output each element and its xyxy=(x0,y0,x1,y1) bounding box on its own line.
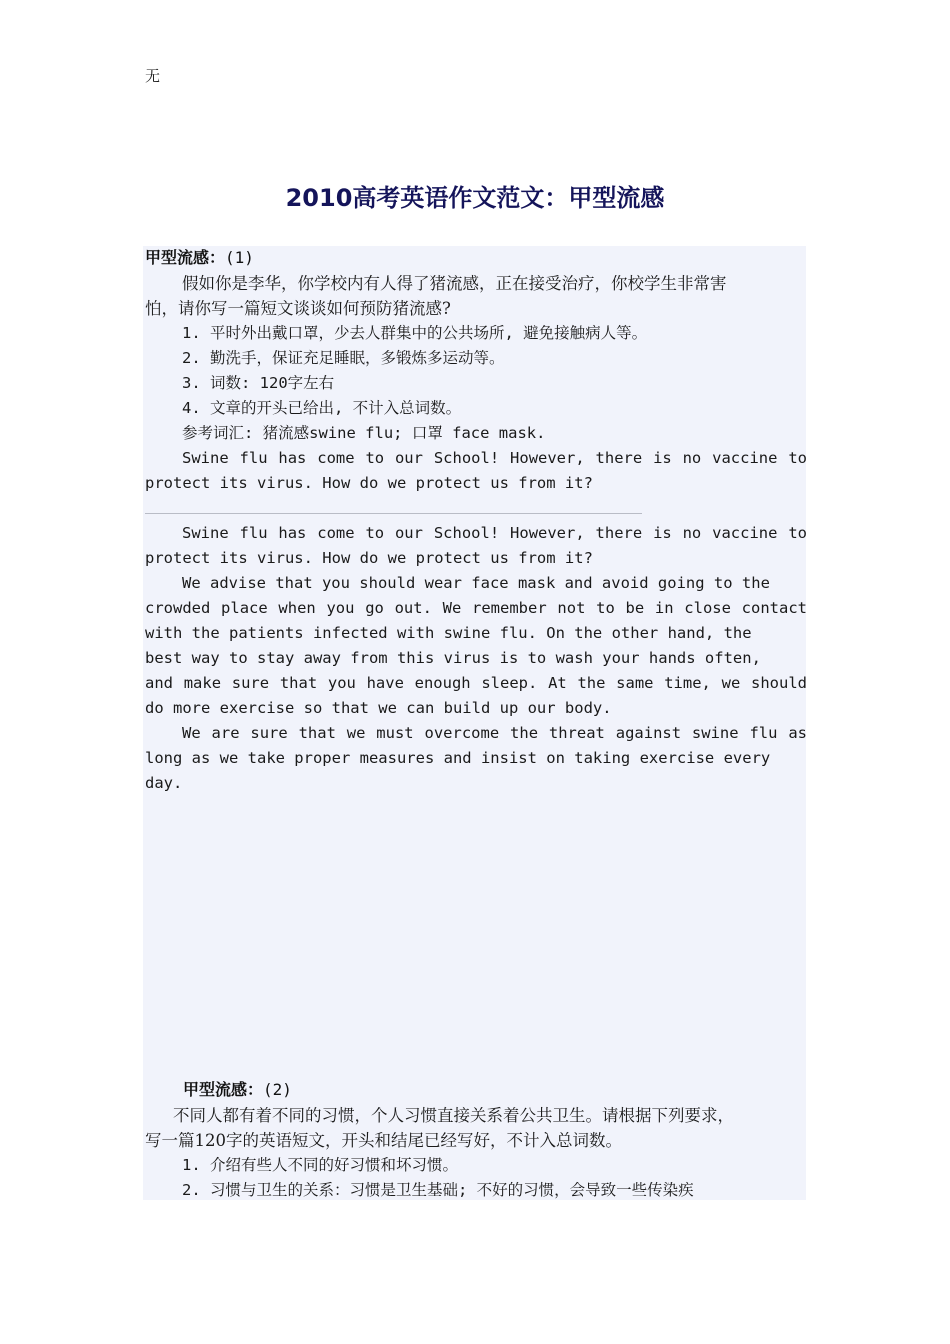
opening-line: Swine flu has come to our School! However, there is no vaccine to xyxy=(182,449,807,467)
requirement-item: 2. 勤洗手，保证充足睡眠，多锻炼多运动等。 xyxy=(182,349,505,367)
divider-line xyxy=(145,513,642,514)
requirement-item: 1. 平时外出戴口罩，少去人群集中的公共场所, 避免接触病人等。 xyxy=(182,324,648,342)
requirement-item: 3. 词数: 120字左右 xyxy=(182,374,335,392)
vocabulary-hint: 参考词汇: 猪流感swine flu; 口罩 face mask. xyxy=(182,424,546,442)
essay-line: with the patients infected with swine flu. On the other hand, the xyxy=(145,624,752,642)
essay-line: We are sure that we must overcome the threat against swine flu as xyxy=(182,724,807,742)
opening-line: protect its virus. How do we protect us from it? xyxy=(145,474,593,492)
essay-line: and make sure that you have enough sleep. At the same time, we should xyxy=(145,674,807,692)
prompt-line: 怕，请你写一篇短文谈谈如何预防猪流感? xyxy=(145,299,451,318)
prompt-line: 不同人都有着不同的习惯，个人习惯直接关系着公共卫生。请根据下列要求， xyxy=(173,1106,734,1125)
requirement-item: 2. 习惯与卫生的关系：习惯是卫生基础; 不好的习惯，会导致一些传染疾 xyxy=(182,1181,694,1199)
essay-line: Swine flu has come to our School! However, there is no vaccine to xyxy=(182,524,807,542)
essay-line: crowded place when you go out. We remember not to be in close contact xyxy=(145,599,807,617)
header-mark: 无 xyxy=(145,67,161,85)
prompt-line: 假如你是李华，你学校内有人得了猪流感，正在接受治疗，你校学生非常害 xyxy=(182,274,727,293)
essay-line: We advise that you should wear face mask and avoid going to the xyxy=(182,574,770,592)
prompt-line: 写一篇120字的英语短文，开头和结尾已经写好，不计入总词数。 xyxy=(145,1131,622,1150)
essay-line: do more exercise so that we can build up our body. xyxy=(145,699,612,717)
requirement-item: 4. 文章的开头已给出, 不计入总词数。 xyxy=(182,399,462,417)
essay-line: protect its virus. How do we protect us from it? xyxy=(145,549,593,567)
section-1-heading: 甲型流感：(1) xyxy=(145,248,254,267)
requirement-item: 1. 介绍有些人不同的好习惯和坏习惯。 xyxy=(182,1156,458,1174)
essay-line: long as we take proper measures and insist on taking exercise every xyxy=(145,749,771,767)
section-2-heading: 甲型流感：(2) xyxy=(183,1080,292,1099)
essay-line: best way to stay away from this virus is to wash your hands often, xyxy=(145,649,761,667)
document-title: 2010高考英语作文范文：甲型流感 xyxy=(285,184,665,212)
essay-line: day. xyxy=(145,774,183,792)
